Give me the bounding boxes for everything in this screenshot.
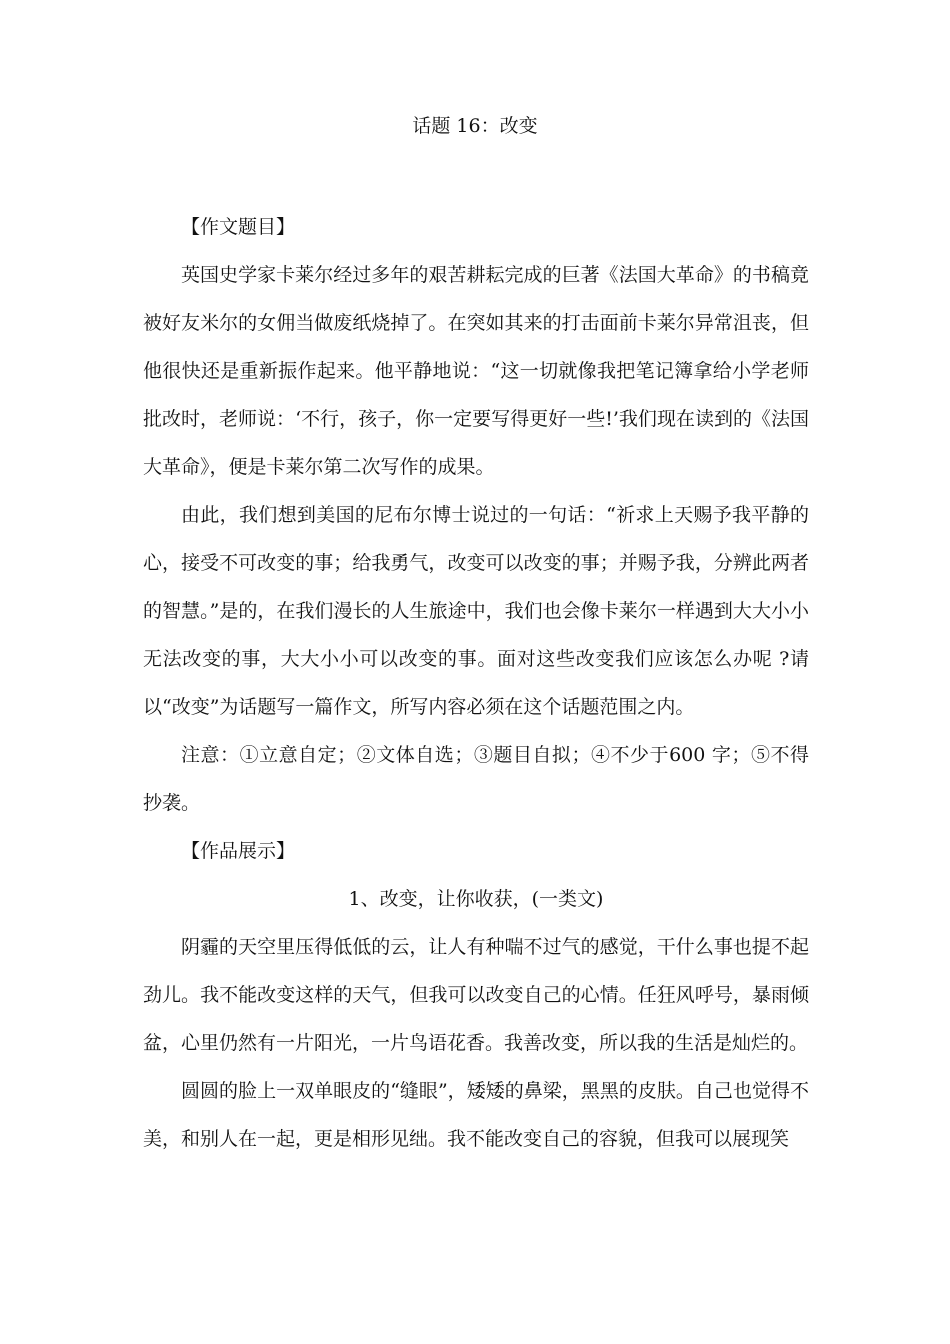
- section-heading-topic: 【作文题目】: [181, 216, 296, 238]
- paragraph-prompt-story: 英国史学家卡莱尔经过多年的艰苦耕耘完成的巨著《法国大革命》的书稿竟被好友米尔的女佣当做废纸烧掉了。在突如其来的打击面前卡莱尔异常沮丧，但他很快还是重新振作起来。他平静地说：“这一切就像我把笔记簿拿给小学老师批改时，老师说：‘不行，孩子，你一定要写得更好一些!’我们现在读到的《法国大革命》，便是卡莱尔第二次写作的成果。: [143, 264, 809, 478]
- paragraph-notes: 注意：①立意自定；②文体自选；③题目自拟；④不少于600 字；⑤不得抄袭。: [143, 744, 809, 814]
- paragraph-prompt-quote: 由此，我们想到美国的尼布尔博士说过的一句话：“祈求上天赐予我平静的心，接受不可改变的事；给我勇气，改变可以改变的事；并赐予我，分辨此两者的智慧。”是的，在我们漫长的人生旅途中，我们也会像卡莱尔一样遇到大大小小无法改变的事，大大小小可以改变的事。面对这些改变我们应该怎么办呢 ?请以“改变”为话题写一篇作文，所写内容必须在这个话题范围之内。: [143, 504, 809, 718]
- essay-title: 1、改变，让你收获，(一类文): [348, 888, 604, 910]
- essay-paragraph-1: 阴霾的天空里压得低低的云，让人有种喘不过气的感觉，干什么事也提不起劲儿。我不能改变这样的天气，但我可以改变自己的心情。任狂风呼号，暴雨倾盆，心里仍然有一片阳光，一片鸟语花香。我善改变，所以我的生活是灿烂的。: [143, 936, 809, 1054]
- document-body: [143, 203, 809, 1163]
- section-heading-showcase: 【作品展示】: [181, 840, 296, 862]
- essay-paragraph-2: 圆圆的脸上一双单眼皮的“缝眼”，矮矮的鼻梁，黑黑的皮肤。自己也觉得不美，和别人在一起，更是相形见绌。我不能改变自己的容貌，但我可以展现笑: [143, 1080, 809, 1150]
- document-title: 话题 16：改变: [412, 115, 538, 137]
